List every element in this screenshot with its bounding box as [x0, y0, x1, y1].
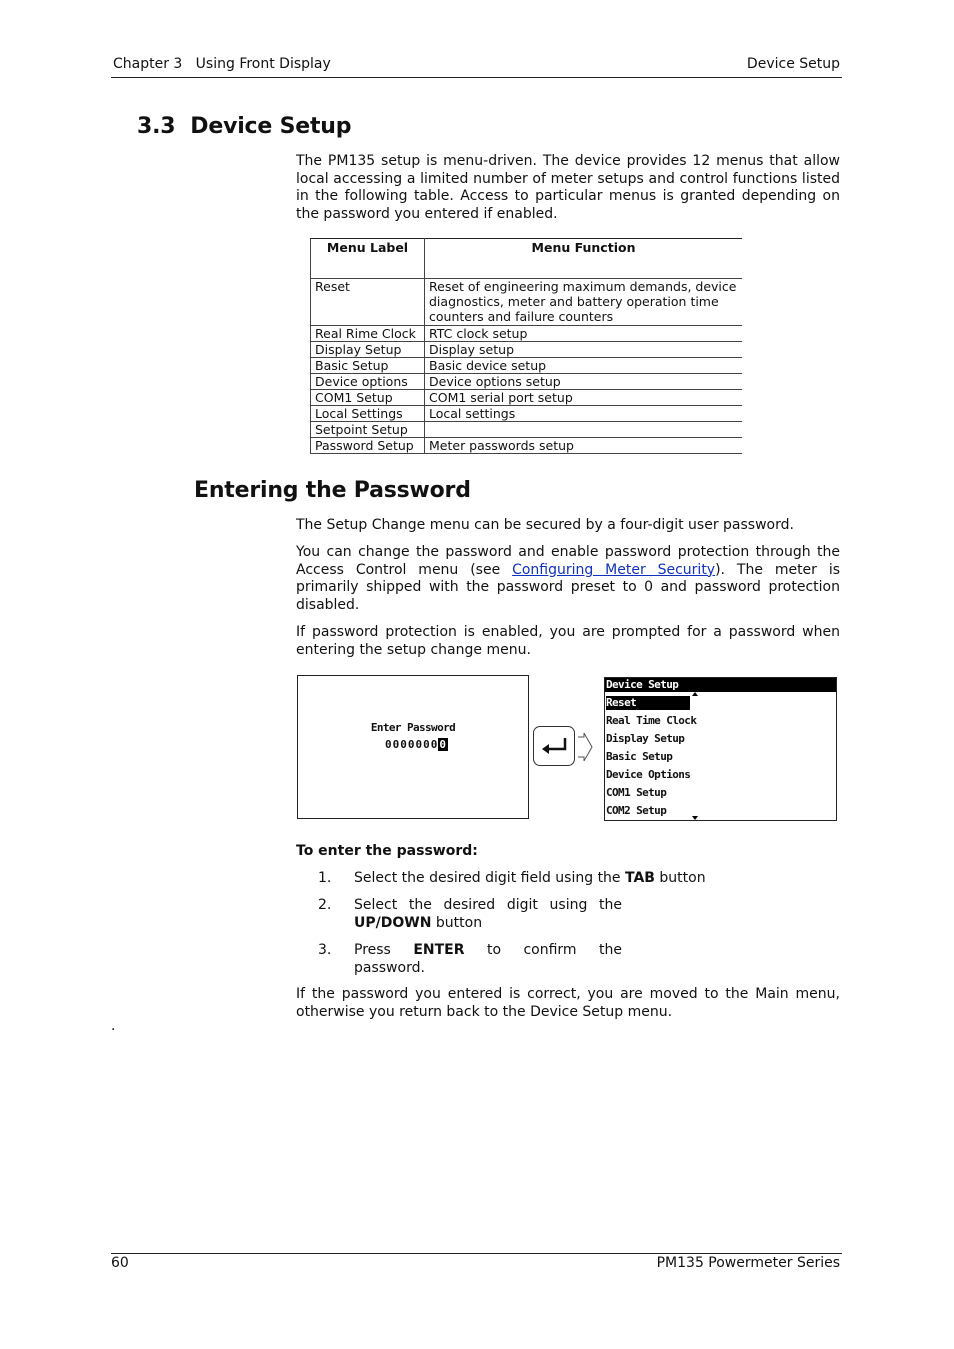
section-intro: The PM135 setup is menu-driven. The device provides 12 menus that allow local accessing a limited number of meter setups and control functions listed in the following table. Access to particular menus is granted depending on the password you entered if enabled. [296, 153, 840, 222]
table-cell-function [425, 422, 743, 438]
password-section-title: Entering the Password [194, 478, 471, 503]
step-text-pre: Press [354, 942, 414, 958]
enter-password-label: Enter Password [370, 721, 456, 734]
menu-item-device-options: Device Options [606, 768, 691, 781]
password-digits-text: 0000000 [385, 738, 439, 751]
table-cell-function: Basic device setup [425, 358, 743, 374]
footer-page-number: 60 [111, 1255, 129, 1271]
menu-item-com2-setup: COM2 Setup [606, 804, 667, 817]
table-row [311, 406, 743, 422]
table-cell-label: COM1 Setup [311, 390, 425, 406]
table-cell-function: Meter passwords setup [425, 438, 743, 454]
device-setup-title: Device Setup [605, 678, 837, 692]
step-text-post: to confirm the password. [354, 942, 623, 976]
enter-password-screen [297, 675, 529, 819]
table-cell-function: COM1 serial port setup [425, 390, 743, 406]
menu-table [310, 238, 742, 454]
step-number: 1. [318, 870, 332, 886]
table-row [311, 326, 743, 342]
table-cell-label: Basic Setup [311, 358, 425, 374]
table-header-label: Menu Label [311, 239, 425, 279]
step-text [354, 870, 754, 888]
table-cell-label: Password Setup [311, 438, 425, 454]
menu-item-display-setup: Display Setup [606, 732, 685, 745]
table-cell-label: Display Setup [311, 342, 425, 358]
menu-item-basic-setup: Basic Setup [606, 750, 673, 763]
p2-text-after: ). The meter is primarily shipped with the password preset to 0 and password protection disabled. [296, 561, 840, 613]
password-paragraph-1: The Setup Change menu can be secured by a four-digit user password. [296, 517, 794, 533]
step-text-post: button [431, 914, 483, 931]
p2-text-before: You can change the password and enable password protection through the Access Control menu (see [296, 544, 840, 578]
table-header-function: Menu Function [425, 239, 743, 279]
step-text-pre: Select the desired digit using the [354, 897, 622, 913]
scroll-up-icon [692, 692, 698, 696]
table-cell-label: Reset [311, 279, 425, 326]
table-row [311, 438, 743, 454]
step-number: 2. [318, 897, 332, 913]
step-key: UP/DOWN [354, 914, 432, 931]
password-cursor-digit: 0 [439, 738, 447, 751]
stray-dot: . [111, 1018, 116, 1034]
step-key: TAB [625, 870, 655, 886]
menu-item-reset: Reset [606, 696, 690, 710]
device-setup-screen [604, 677, 837, 821]
table-cell-label: Real Rime Clock [311, 326, 425, 342]
password-paragraph-3: If password protection is enabled, you are prompted for a password when entering the setup change menu. [296, 624, 840, 658]
table-row [311, 279, 743, 326]
step-key: ENTER [413, 942, 465, 958]
page-footer [111, 1253, 842, 1271]
table-cell-function: Local settings [425, 406, 743, 422]
table-row [311, 374, 743, 390]
footer-product: PM135 Powermeter Series [656, 1255, 840, 1271]
page-header [111, 55, 842, 78]
step-text [354, 897, 622, 932]
closing-paragraph: If the password you entered is correct, you are moved to the Main menu, otherwise you return back to the Device Setup menu. [296, 986, 840, 1020]
menu-item-com1-setup: COM1 Setup [606, 786, 667, 799]
table-cell-label: Local Settings [311, 406, 425, 422]
table-row [311, 342, 743, 358]
table-row [311, 422, 743, 438]
arrow-right-icon [577, 733, 593, 761]
table-header-row [311, 239, 743, 279]
enter-key-icon [533, 726, 575, 766]
configuring-security-link[interactable]: Configuring Meter Security [512, 561, 716, 578]
table-cell-label: Setpoint Setup [311, 422, 425, 438]
table-row [311, 390, 743, 406]
table-cell-label: Device options [311, 374, 425, 390]
steps-heading: To enter the password: [296, 843, 478, 859]
header-chapter: Chapter 3 Using Front Display [113, 56, 331, 72]
table-cell-function: Display setup [425, 342, 743, 358]
step-number: 3. [318, 942, 332, 958]
menu-item-real-time-clock: Real Time Clock [606, 714, 697, 727]
step-text-post: button [654, 870, 706, 886]
step-text-pre: Select the desired digit field using the [354, 870, 625, 886]
scroll-down-icon [692, 816, 698, 820]
header-section: Device Setup [746, 56, 840, 72]
password-digits [385, 738, 448, 751]
table-row [311, 358, 743, 374]
step-text [354, 942, 622, 977]
table-cell-function: Reset of engineering maximum demands, device diagnostics, meter and battery operation time counters and failure counters [425, 279, 743, 326]
password-paragraph-2 [296, 544, 840, 614]
table-cell-function: RTC clock setup [425, 326, 743, 342]
table-cell-function: Device options setup [425, 374, 743, 390]
section-title: 3.3 Device Setup [137, 114, 352, 139]
